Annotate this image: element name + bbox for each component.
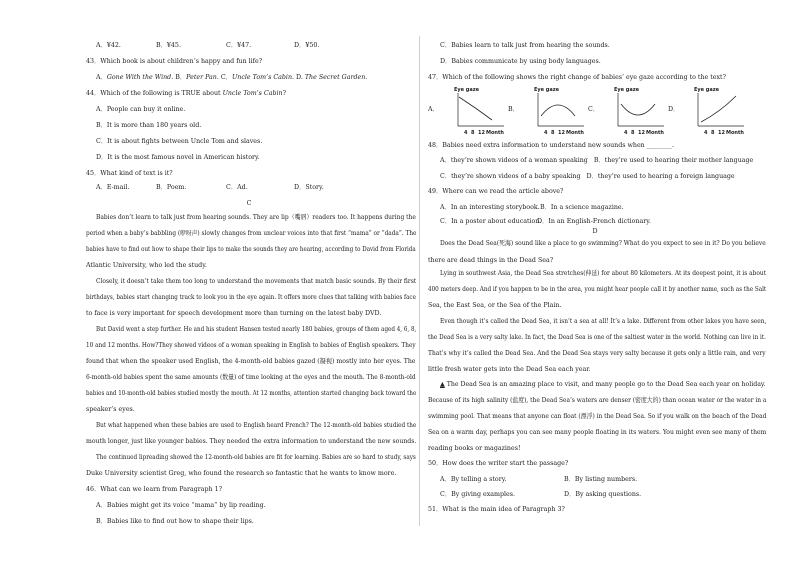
q47-graph-c [588,86,666,140]
passage-d-line: Sea on a warm day, perhaps you can see many people floating in its waters. You might even see many of them [428,429,767,436]
passage-d-line: swimming pool. That means that anyone can float (漂浮) in the Dead Sea. So if you walk on the beach of the Dead [428,413,767,420]
q45-option-c: C．Ad. [226,184,248,191]
q48-option-a: A．they’re shown videos of a woman speaking [440,157,588,164]
passage-d-line: Does the Dead Sea(死海) sound like a place to go swimming? What do you expect to see in it? Do you believe [440,240,766,247]
graph-letter: A． [428,106,439,113]
graph-tick: 8 [711,130,715,136]
graph-tick: 4 [464,130,468,136]
section-d-heading: D [592,228,598,235]
q47-graph-a [428,86,506,140]
passage-d-after-blank: The Dead Sea is an amazing place to visit, and many people go to the Dead Sea each year on holiday. [444,381,766,388]
passage-c-line: But David went a step further. He and his student Hansen tested nearly 180 babies, groups of them aged 4, 6, 8, [96,326,417,333]
q41-option-b: B．¥45. [156,42,181,49]
graph-ylabel: Eye gaze [614,87,640,93]
q44-option-b: B．It is more than 180 years old. [96,122,202,129]
passage-d-blank-line [440,381,766,389]
graph-ylabel: Eye gaze [694,87,720,93]
graph-tick: 8 [471,130,475,136]
q49-option-b: B．In a science magazine. [540,204,624,211]
graph-tick: 4 [544,130,548,136]
passage-d-line: little fresh water gets into the Dead Sea each year. [428,366,591,373]
graph-tick: 4 [624,130,628,136]
graph-tick: 12 [718,130,725,136]
graph-ylabel: Eye gaze [454,87,480,93]
q44-question [86,90,286,98]
passage-d-line: there are dead things in the Dead Sea? [428,257,554,264]
passage-c-line: Atlantic University, who led the study. [86,262,207,269]
graph-tick: Month [566,130,584,136]
q46-question: 46．What can we learn from Paragraph 1? [86,486,222,493]
passage-c-line: Closely, it doesn’t take them too long to understand the movements that match basic sounds. By their first [96,278,417,285]
q48-question: 48．Babies need extra information to understand new sounds when ________. [428,142,674,149]
q45-option-d: D．Story. [294,184,324,191]
q44-option-c: C．It is about fights between Uncle Tom and slaves. [96,138,263,145]
q48-option-d: D．they’re used to hearing a foreign language [586,173,735,180]
passage-c-line: Babies don’t learn to talk just from hearing sounds. They are lip（嘴唇）readers too. It happens during the [96,214,416,221]
q49-option-d: D．In an English-French dictionary. [537,218,652,225]
graph-a-curve [459,97,492,120]
q47-graph-d [668,86,746,140]
q50-options-cd [440,491,641,499]
graph-tick: 8 [551,130,555,136]
q50-question: 50．How does the writer start the passage? [428,460,569,467]
q41-option-d: D．¥50. [294,42,320,49]
graph-tick: 12 [558,130,565,136]
q46-option-d: D．Babies communicate by using body languages. [440,58,601,65]
q49-options-cd [440,218,651,226]
q50-option-d: D．By asking questions. [564,491,642,498]
passage-c-line: mouth longer, just like younger babies. They needed the extra information to understand the new sounds. [86,438,417,445]
graph-tick: 12 [478,130,485,136]
q47-question: 47．Which of the following shows the right change of babies’ eye gaze according to the text? [428,74,726,81]
q50-option-a: A．By telling a story. [440,476,507,483]
q47-graph-b [508,86,586,140]
graph-tick: 4 [704,130,708,136]
q43-c-prefix: . C． [216,74,232,81]
q43-d: The Secret Garden [304,74,366,81]
q44-pre: 44．Which of the following is TRUE about [86,90,223,97]
q43-d-prefix: . D. [292,74,305,81]
passage-c-line: period when a baby’s babbling (咿呀声) slowly changes from unclear voices into that first “mama” or “dada”. The [86,230,417,237]
passage-d-line: That’s why it’s called the Dead Sea. And the Dead Sea stays very salty because it gets only a little rain, and very [428,350,766,357]
q49-option-c: C．In a poster about education. [440,218,542,225]
q45-options [96,184,324,192]
graph-ylabel: Eye gaze [534,87,560,93]
q50-option-c: C．By giving examples. [440,491,516,498]
q49-option-a: A．In an interesting storybook. [440,204,540,211]
passage-d-line: Sea, the East Sea, or the Sea of the Plain. [428,302,562,309]
q43-c: Uncle Tom’s Cabin [231,74,292,81]
q48-options-cd [440,173,735,181]
passage-d-line: 400 meters deep. And if you happen to be in the area, you might hear people call it by another name, such as the Salt [428,286,767,293]
column-divider [419,36,420,526]
q44-option-a: A．People can buy it online. [96,106,186,113]
q50-option-b: B．By listing numbers. [564,476,638,483]
graph-d-curve [701,96,736,122]
passage-c-line: 10 and 12 months. How?They showed videos of a woman speaking in English to babies of English speakers. They [86,342,416,349]
graph-tick: 12 [638,130,645,136]
q43-question: 43．Which book is about children’s happy and fun life? [86,58,263,65]
graph-c-curve [621,104,655,115]
passage-d-line: reading books or magazines! [428,445,521,452]
passage-c-line: 6-month-old babies spent the same amounts (数量) of time looking at the eyes and the mouth. The 8-month-old [86,374,416,381]
q43-b-prefix: . B． [171,74,187,81]
q43-end: . [365,74,368,81]
passage-c-line: The continued lipreading showed the 12-month-old babies are fit for learning. Babies are so hard to study, says [96,454,416,461]
graph-letter: B． [508,106,519,113]
q49-question: 49．Where can we read the article above? [428,188,564,195]
q50-options-ab [440,476,637,484]
q45-option-a: A．E-mail. [96,184,130,191]
blank-marker: ▲ [440,381,445,388]
graph-letter: D． [668,106,680,113]
q48-options-ab [440,157,753,165]
passage-c-line: But what happened when these babies are used to English heard French? The 12-month-old babies studied the [96,422,417,429]
q44-end: ? [282,90,286,97]
q43-b: Peter Pan [186,74,217,81]
q48-option-c: C．they’re shown videos of a baby speaking [440,173,581,180]
graph-tick: Month [486,130,504,136]
passage-c-line: Duke University scientist Greg, who found the research so fantastic that he wants to know more. [86,470,397,477]
passage-c-line: babies have to find out how to shape their lips to make the sounds they are hearing, according to David from Florida [86,246,416,253]
graph-letter: C． [588,106,600,113]
graph-tick: Month [726,130,744,136]
q51-question: 51．What is the main idea of Paragraph 3? [428,506,565,513]
q48-option-b: B．they’re used to hearing their mother language [593,157,754,164]
q46-option-b: B．Babies like to find out how to shape their lips. [96,518,254,525]
passage-d-line: Lying in southwest Asia, the Dead Sea stretches(伸延) for about 80 kilometers. At its deepest point, it is about [440,270,767,277]
q46-option-c: C．Babies learn to talk just from hearing the sounds. [440,42,610,49]
passage-c-line: found that when the speaker used English, the 4-month-old babies gazed (凝视) mostly into her eyes. The [86,358,416,365]
q49-options-ab [440,204,624,212]
graph-tick: Month [646,130,664,136]
passage-d-line: the Dead Sea is a very salty lake. In fact, the Dead Sea is one of the saltiest water in the world. Nothing can live in it. [428,334,766,341]
section-c-heading: C [246,200,252,207]
q44-title: Uncle Tom’s Cabin [222,90,283,97]
q45-option-b: B．Poem. [156,184,187,191]
passage-c-line: babies and 10-month-old babies studied mostly the mouth. At 12 months, attention started changing back toward the [86,390,417,397]
q41-option-c: C．¥47. [226,42,252,49]
q41-options [96,42,319,50]
passage-d-line: Even though it’s called the Dead Sea, it isn’t a sea at all! It’s a lake. Different from other lakes you have seen, [440,318,767,325]
graph-tick: 8 [631,130,635,136]
passage-c-line: speaker’s eyes. [86,406,135,413]
passage-d-line: Because of its high salinity (盐度), the Dead Sea’s waters are denser (密度大的) than ocean water or the water in a [428,397,767,404]
q46-option-a: A．Babies might get its voice “mama” by lip reading. [96,502,266,509]
q43-a: Gone With the Wind [106,74,172,81]
q41-option-a: A．¥42. [96,42,121,49]
q45-question: 45．What kind of text is it? [86,170,173,177]
q44-option-d: D．It is the most famous novel in American history. [96,154,260,161]
graph-b-curve [541,105,575,116]
passage-c-line: birthdays, babies start changing track to look you in the eye again. It offers more clues that talking with babies face [86,294,416,301]
q43-options [96,74,367,82]
passage-c-line: to face is very important for speech development more than turning on the latest baby DVD. [86,310,382,317]
q43-a-prefix: A． [96,74,107,81]
